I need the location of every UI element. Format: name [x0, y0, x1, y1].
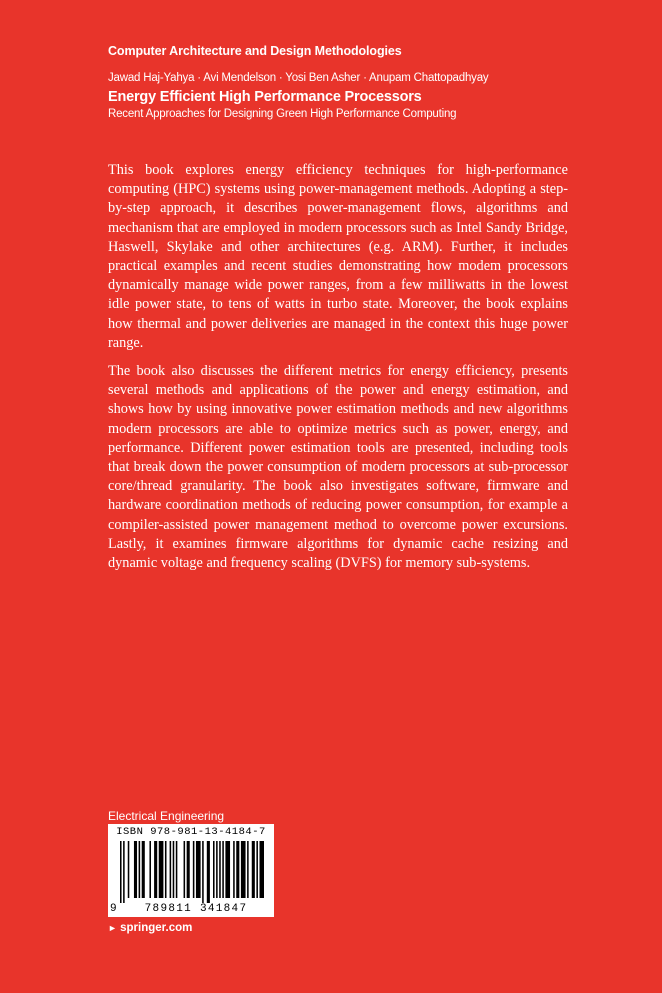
barcode-bar: [170, 841, 172, 898]
barcode-bar: [187, 841, 190, 898]
authors: Jawad Haj-Yahya · Avi Mendelson · Yosi Ben Asher · Anupam Chattopadhyay: [108, 72, 489, 84]
barcode-bar: [213, 841, 215, 898]
barcode-bar: [225, 841, 230, 898]
barcode-bar: [233, 841, 235, 898]
barcode-bar: [159, 841, 164, 898]
website-text: springer.com: [120, 922, 193, 934]
barcode-digits: 789811 341847: [144, 903, 248, 915]
book-subtitle: Recent Approaches for Designing Green High Performance Computing: [108, 108, 457, 120]
barcode-bar: [236, 841, 239, 898]
barcode-bar: [222, 841, 224, 898]
book-description: [108, 161, 568, 582]
cover-header: [108, 44, 628, 121]
barcode: [108, 824, 274, 917]
barcode-bar: [219, 841, 221, 898]
barcode-bar: [247, 841, 249, 898]
barcode-bar: [260, 841, 265, 898]
barcode-bar: [149, 841, 151, 898]
barcode-bar: [134, 841, 137, 898]
barcode-bar: [173, 841, 175, 898]
barcode-bar: [123, 841, 125, 903]
website-link[interactable]: [108, 922, 192, 934]
barcode-bar: [128, 841, 130, 898]
barcode-bar: [176, 841, 178, 898]
description-paragraph-2: The book also discusses the different metrics for energy efficiency, presents several methods and applications of the power and energy estimation, and shows how by using innovative power estimation methods and new algorithms modern processors are able to optimize metrics such as power, energy, and performance. Different power estimation tools are presented, including tools that break down the power consumption of modern processors at sub-processor core/thread granularity. The book also investigates software, firmware and hardware coordination methods of reducing power consumption, for example a compiler-assisted power management method to overcome power excursions. Lastly, it examines firmware algorithms for dynamic cache resizing and dynamic voltage and frequency scaling (DVFS) for memory sub-systems.: [108, 363, 568, 572]
barcode-bar: [154, 841, 157, 898]
isbn-label: ISBN 978-981-13-4184-7: [116, 826, 266, 838]
barcode-bar: [142, 841, 145, 898]
subject-category: Electrical Engineering: [108, 809, 225, 823]
barcode-bars: [120, 841, 264, 903]
barcode-bar: [120, 841, 122, 903]
barcode-bar: [207, 841, 210, 903]
barcode-bar: [202, 841, 204, 903]
barcode-bar: [256, 841, 258, 898]
barcode-bar: [165, 841, 167, 898]
barcode-bar: [184, 841, 186, 898]
description-paragraph-1: This book explores energy efficiency techniques for high-performance computing (HPC) systems using power-management methods. Adopting a step-by-step approach, it describes power-management flows, algorithms and mechanism that are employed in modern processors such as Intel Sandy Bridge, Haswell, Skylake and other architectures (e.g. ARM). Further, it includes practical examples and recent studies demonstrating how modem processors dynamically manage wide power ranges, from a few milliwatts in the lowest idle power state, to tens of watts in turbo state. Moreover, the book explains how thermal and power deliveries are managed in the context this huge power range.: [108, 162, 568, 351]
barcode-first-digit: 9: [110, 903, 117, 915]
book-title: Energy Efficient High Performance Processors: [108, 89, 422, 105]
barcode-bar: [196, 841, 201, 898]
barcode-bar: [216, 841, 218, 898]
barcode-bar: [139, 841, 141, 898]
barcode-bar: [252, 841, 255, 898]
series-title: Computer Architecture and Design Methodologies: [108, 44, 402, 58]
barcode-bar: [193, 841, 195, 898]
barcode-bar: [241, 841, 246, 898]
arrow-right-icon: ►: [108, 923, 117, 933]
